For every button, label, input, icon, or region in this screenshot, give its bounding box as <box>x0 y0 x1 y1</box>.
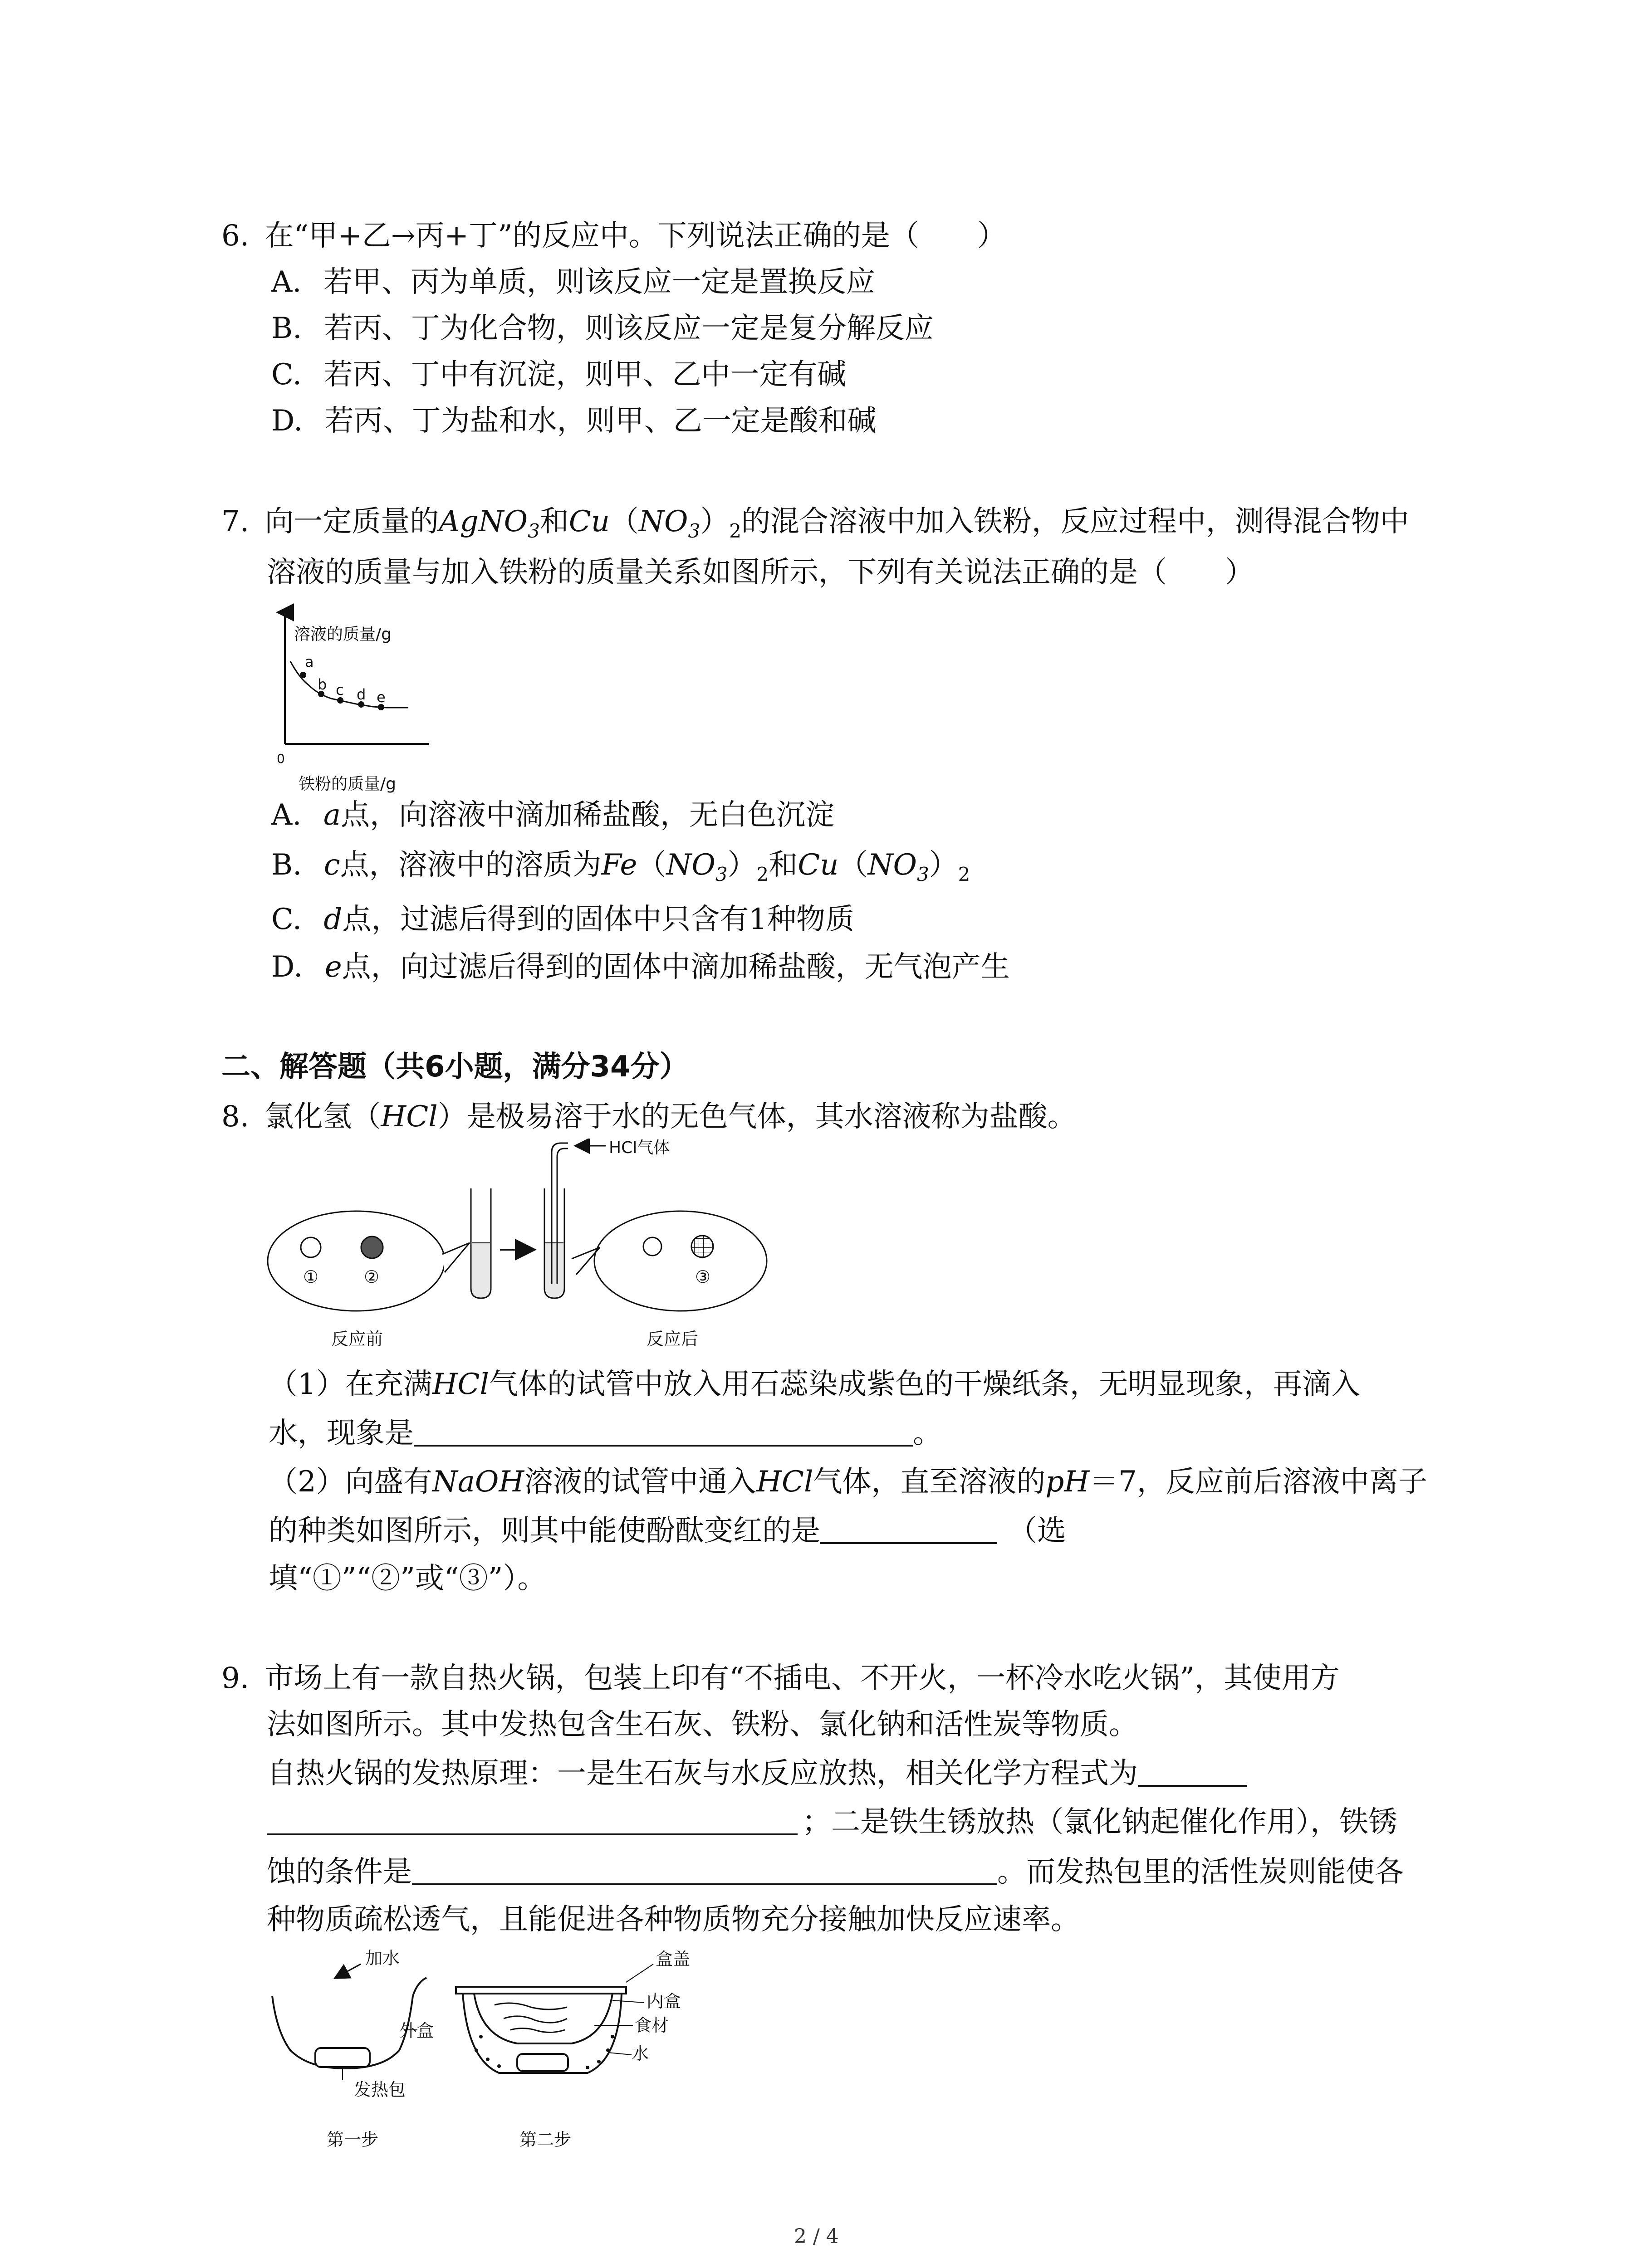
q8-part2-line3: 填“①”“②”或“③”）。 <box>269 1562 547 1595</box>
q7-number: 7. <box>221 505 250 538</box>
q9-line6: 种物质疏松透气，且能促进各种物质物充分接触加快反应速率。 <box>267 1903 1080 1936</box>
q8-part2-line1: （2）向盛有NaOH溶液的试管中通入HCl气体，直至溶液的pH＝7，反应前后溶液中离子 <box>269 1465 1427 1499</box>
ion-1-label: ① <box>303 1267 319 1287</box>
q7-stem-line2: 溶液的质量与加入铁粉的质量关系如图所示，下列有关说法正确的是（ ） <box>267 556 1254 589</box>
q6-stem-line <box>221 219 1006 253</box>
ion-1-icon <box>301 1237 321 1257</box>
q6-option-c: C. 若丙、丁中有沉淀，则甲、乙中一定有碱 <box>271 358 847 391</box>
ion-2-label: ② <box>364 1267 380 1287</box>
q8-stem: 8. 氯化氢（HCl）是极易溶于水的无色气体，其水溶液称为盐酸。 <box>221 1100 1077 1134</box>
q7-point-e-label: e <box>377 689 386 706</box>
heat-pack-step2-icon <box>517 2054 568 2071</box>
q6-option-d: D. 若丙、丁为盐和水，则甲、乙一定是酸和碱 <box>271 404 877 438</box>
q9-answer-blank-equation-end[interactable] <box>267 1808 798 1835</box>
step2-label: 第二步 <box>519 2130 572 2150</box>
q7-point-b-label: b <box>318 676 327 693</box>
q7-option-b: B. c点，溶液中的溶质为$Fe(NO_3)_2$和$Cu(NO_3)_2$ <box>271 848 970 885</box>
q6-stem: 在“甲+乙→丙+丁”的反应中。下列说法正确的是（ ） <box>265 219 1006 253</box>
q7-option-d: D. e点，向过滤后得到的固体中滴加稀盐酸，无气泡产生 <box>271 950 1010 984</box>
q7-point-a-label: a <box>305 653 314 670</box>
after-caption: 反应后 <box>647 1329 699 1349</box>
q7-point-d-label: d <box>357 686 366 703</box>
add-water-label: 加水 <box>365 1948 400 1968</box>
q6-number: 6. <box>221 219 250 253</box>
page-number: 2 / 4 <box>794 2225 839 2248</box>
q7-y-label: 溶液的质量/g <box>294 625 392 644</box>
hcl-gas-label: HCl气体 <box>609 1139 670 1157</box>
heat-pack-icon <box>315 2048 370 2067</box>
q9-line3: 自热火锅的发热原理：一是生石灰与水反应放热，相关化学方程式为 <box>267 1759 1247 1788</box>
q7-origin: 0 <box>277 751 285 766</box>
lid-label: 盒盖 <box>656 1949 691 1969</box>
ion-3-icon <box>691 1236 713 1257</box>
q8-part1-line1: （1）在充满HCl气体的试管中放入用石蕊染成紫色的干燥纸条，无明显现象，再滴入 <box>269 1368 1360 1401</box>
q7-x-label: 铁粉的质量/g <box>299 775 396 793</box>
inner-box-label: 内盒 <box>647 1991 681 2011</box>
q9-line2: 法如图所示。其中发热包含生石灰、铁粉、氯化钠和活性炭等物质。 <box>267 1708 1138 1741</box>
q6-option-b: B. 若丙、丁为化合物，则该反应一定是复分解反应 <box>271 312 934 345</box>
q8-part2-line2: 的种类如图所示，则其中能使酚酞变红的是 （选 <box>269 1514 1066 1548</box>
q6-option-a: A. 若甲、丙为单质，则该反应一定是置换反应 <box>271 265 875 299</box>
q9-answer-blank-rust-condition[interactable] <box>412 1858 997 1885</box>
food-label: 食材 <box>634 2015 669 2035</box>
water-label: 水 <box>632 2043 649 2063</box>
q7-option-a: A. a点，向溶液中滴加稀盐酸，无白色沉淀 <box>271 798 835 832</box>
section-title: 二、解答题（共6小题，满分34分） <box>221 1050 689 1084</box>
q7-point-a <box>300 672 306 678</box>
ion-1-after-icon <box>643 1237 661 1256</box>
ion-3-label: ③ <box>695 1267 711 1287</box>
lid-icon <box>456 1987 626 1994</box>
q9-line5: 蚀的条件是 。而发热包里的活性炭则能使各 <box>267 1855 1404 1889</box>
q7-chart <box>268 603 458 803</box>
q7-point-c-label: c <box>336 681 344 699</box>
inner-box-icon <box>474 1994 612 2043</box>
q7-stem-line1: 7. 向一定质量的AgNO$_3$和$Cu(NO_3)_2$的混合溶液中加入铁粉，反应过程中，测得混合物中 <box>221 505 1409 542</box>
q9-line4: ；二是铁生锈放热（氯化钠起催化作用），铁锈 <box>267 1808 1397 1837</box>
heat-pack-label: 发热包 <box>354 2080 406 2100</box>
q7-option-c: C. d点，过滤后得到的固体中只含有1种物质 <box>271 903 855 936</box>
before-caption: 反应前 <box>331 1329 383 1349</box>
q8-part1-line2: 水，现象是 。 <box>269 1417 942 1450</box>
before-ellipse <box>268 1211 445 1311</box>
step1-label: 第一步 <box>327 2130 379 2150</box>
q9-line1: 9. 市场上有一款自热火锅，包装上印有“不插电、不开火，一杯冷水吃火锅”，其使用方 <box>221 1662 1340 1695</box>
outer-box-label: 外盒 <box>399 2021 434 2041</box>
q8-answer-blank-2[interactable] <box>820 1517 997 1544</box>
q9-answer-blank-equation-start[interactable] <box>1138 1760 1247 1787</box>
q8-answer-blank-1[interactable] <box>414 1419 913 1447</box>
formula-agno3: AgNO$_3$ <box>439 505 540 542</box>
q8-figure <box>263 1139 798 1352</box>
after-ellipse <box>594 1211 767 1311</box>
q9-figure <box>263 1946 762 2159</box>
ion-2-icon <box>361 1237 383 1258</box>
